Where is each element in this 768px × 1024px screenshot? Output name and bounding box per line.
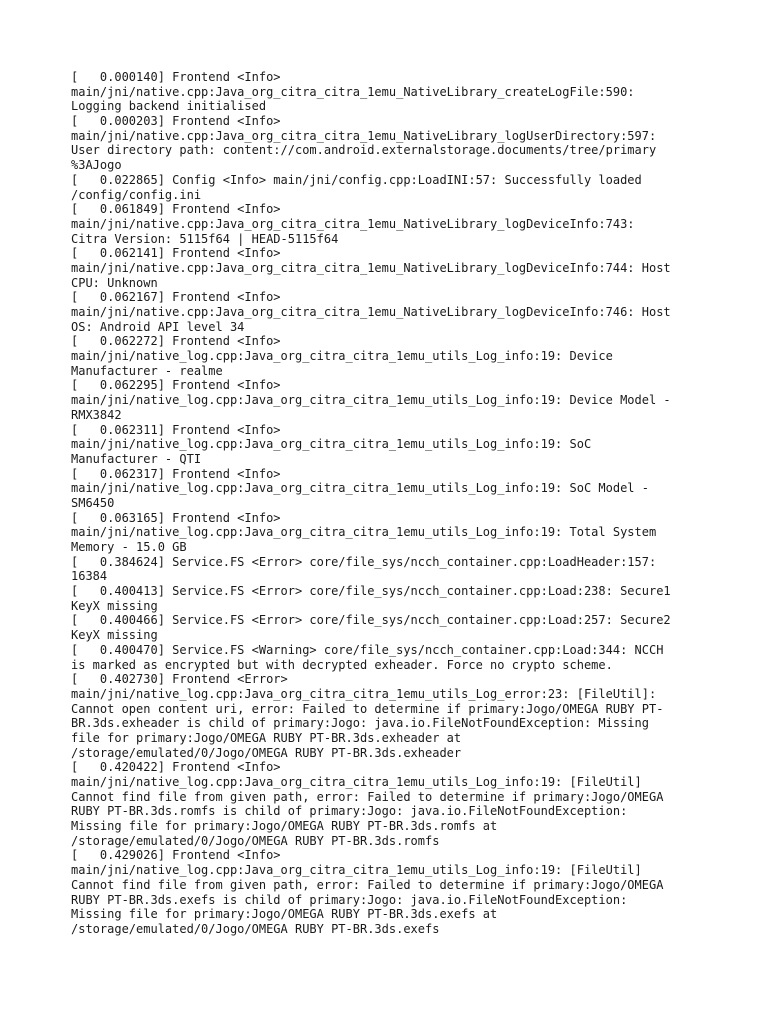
log-line: User directory path: content://com.android.externalstorage.documents/tree/primary bbox=[71, 143, 657, 158]
log-text-block bbox=[71, 70, 711, 937]
log-line: main/jni/native_log.cpp:Java_org_citra_citra_1emu_utils_Log_info:19: Total System bbox=[71, 525, 657, 540]
log-line: is marked as encrypted but with decrypted exheader. Force no crypto scheme. bbox=[71, 657, 613, 672]
log-line: [ 0.400413] Service.FS <Error> core/file_sys/ncch_container.cpp:Load:238: Secure1 bbox=[71, 584, 671, 599]
log-line: main/jni/native_log.cpp:Java_org_citra_citra_1emu_utils_Log_info:19: [FileUtil] bbox=[71, 863, 642, 878]
log-line: Memory - 15.0 GB bbox=[71, 540, 187, 554]
log-line: main/jni/native_log.cpp:Java_org_citra_citra_1emu_utils_Log_info:19: Device bbox=[71, 349, 613, 364]
log-line: main/jni/native_log.cpp:Java_org_citra_citra_1emu_utils_Log_info:19: [FileUtil] bbox=[71, 775, 642, 789]
log-line: [ 0.062141] Frontend <Info> bbox=[71, 246, 281, 261]
log-line: [ 0.429026] Frontend <Info> bbox=[71, 848, 281, 863]
log-line: SM6450 bbox=[71, 495, 115, 510]
log-line: RMX3842 bbox=[71, 407, 122, 422]
log-line: main/jni/native_log.cpp:Java_org_citra_citra_1emu_utils_Log_info:19: SoC bbox=[71, 437, 592, 452]
log-line: main/jni/native.cpp:Java_org_citra_citra_1emu_NativeLibrary_logDeviceInfo:743: bbox=[71, 216, 635, 231]
log-line: [ 0.063165] Frontend <Info> bbox=[71, 510, 281, 525]
log-line: main/jni/native.cpp:Java_org_citra_citra_1emu_NativeLibrary_logDeviceInfo:746: Host bbox=[71, 305, 671, 319]
log-line: Cannot open content uri, error: Failed to determine if primary:Jogo/OMEGA RUBY PT- bbox=[71, 701, 664, 716]
log-line: main/jni/native.cpp:Java_org_citra_citra_1emu_NativeLibrary_createLogFile:590: bbox=[71, 84, 635, 99]
log-line: [ 0.400470] Service.FS <Warning> core/file_sys/ncch_container.cpp:Load:344: NCCH bbox=[71, 642, 664, 657]
log-line: [ 0.062272] Frontend <Info> bbox=[71, 334, 281, 349]
log-line: [ 0.062167] Frontend <Info> bbox=[71, 290, 281, 305]
log-line: OS: Android API level 34 bbox=[71, 319, 245, 334]
log-line: RUBY PT-BR.3ds.exefs is child of primary:Jogo: java.io.FileNotFoundException: bbox=[71, 892, 628, 907]
log-line: Missing file for primary:Jogo/OMEGA RUBY PT-BR.3ds.exefs at bbox=[71, 907, 498, 922]
log-line: [ 0.384624] Service.FS <Error> core/file_sys/ncch_container.cpp:LoadHeader:157: bbox=[71, 554, 657, 569]
log-line: main/jni/native_log.cpp:Java_org_citra_citra_1emu_utils_Log_error:23: [FileUtil]: bbox=[71, 686, 657, 701]
log-line: [ 0.400466] Service.FS <Error> core/file_sys/ncch_container.cpp:Load:257: Secure2 bbox=[71, 613, 671, 628]
log-line: /storage/emulated/0/Jogo/OMEGA RUBY PT-BR.3ds.romfs bbox=[71, 833, 440, 848]
log-line: Cannot find file from given path, error: Failed to determine if primary:Jogo/OMEGA bbox=[71, 877, 664, 892]
log-line: [ 0.062317] Frontend <Info> bbox=[71, 466, 281, 481]
log-line: [ 0.420422] Frontend <Info> bbox=[71, 760, 281, 775]
log-line: KeyX missing bbox=[71, 598, 158, 613]
log-line: [ 0.000140] Frontend <Info> bbox=[71, 70, 281, 84]
log-line: [ 0.022865] Config <Info> main/jni/config.cpp:LoadINI:57: Successfully loaded bbox=[71, 172, 642, 187]
log-line: KeyX missing bbox=[71, 628, 158, 643]
log-line: BR.3ds.exheader is child of primary:Jogo: java.io.FileNotFoundException: Missing bbox=[71, 716, 649, 731]
log-line: 16384 bbox=[71, 569, 108, 584]
log-line: /storage/emulated/0/Jogo/OMEGA RUBY PT-BR.3ds.exheader bbox=[71, 745, 462, 760]
log-line: %3AJogo bbox=[71, 158, 122, 173]
log-line: [ 0.061849] Frontend <Info> bbox=[71, 202, 281, 217]
log-line: [ 0.062311] Frontend <Info> bbox=[71, 422, 281, 437]
log-line: Missing file for primary:Jogo/OMEGA RUBY PT-BR.3ds.romfs at bbox=[71, 819, 498, 834]
log-line: /storage/emulated/0/Jogo/OMEGA RUBY PT-BR.3ds.exefs bbox=[71, 921, 440, 936]
log-line: Citra Version: 5115f64 | HEAD-5115f64 bbox=[71, 231, 339, 246]
log-line: [ 0.402730] Frontend <Error> bbox=[71, 672, 288, 687]
log-line: RUBY PT-BR.3ds.romfs is child of primary:Jogo: java.io.FileNotFoundException: bbox=[71, 804, 628, 819]
log-line: /config/config.ini bbox=[71, 187, 202, 202]
log-line: Cannot find file from given path, error: Failed to determine if primary:Jogo/OMEGA bbox=[71, 789, 664, 804]
log-line: CPU: Unknown bbox=[71, 275, 158, 290]
log-line: Manufacturer - QTI bbox=[71, 451, 202, 466]
log-line: file for primary:Jogo/OMEGA RUBY PT-BR.3ds.exheader at bbox=[71, 730, 462, 745]
log-line: main/jni/native.cpp:Java_org_citra_citra_1emu_NativeLibrary_logUserDirectory:597: bbox=[71, 128, 657, 143]
log-line: main/jni/native.cpp:Java_org_citra_citra_1emu_NativeLibrary_logDeviceInfo:744: Host bbox=[71, 260, 671, 275]
log-line: [ 0.000203] Frontend <Info> bbox=[71, 114, 281, 129]
log-line: main/jni/native_log.cpp:Java_org_citra_citra_1emu_utils_Log_info:19: Device Model - bbox=[71, 393, 671, 408]
log-line: Logging backend initialised bbox=[71, 99, 267, 114]
log-line: Manufacturer - realme bbox=[71, 363, 223, 378]
log-line: [ 0.062295] Frontend <Info> bbox=[71, 378, 281, 393]
log-line: main/jni/native_log.cpp:Java_org_citra_citra_1emu_utils_Log_info:19: SoC Model - bbox=[71, 481, 649, 496]
